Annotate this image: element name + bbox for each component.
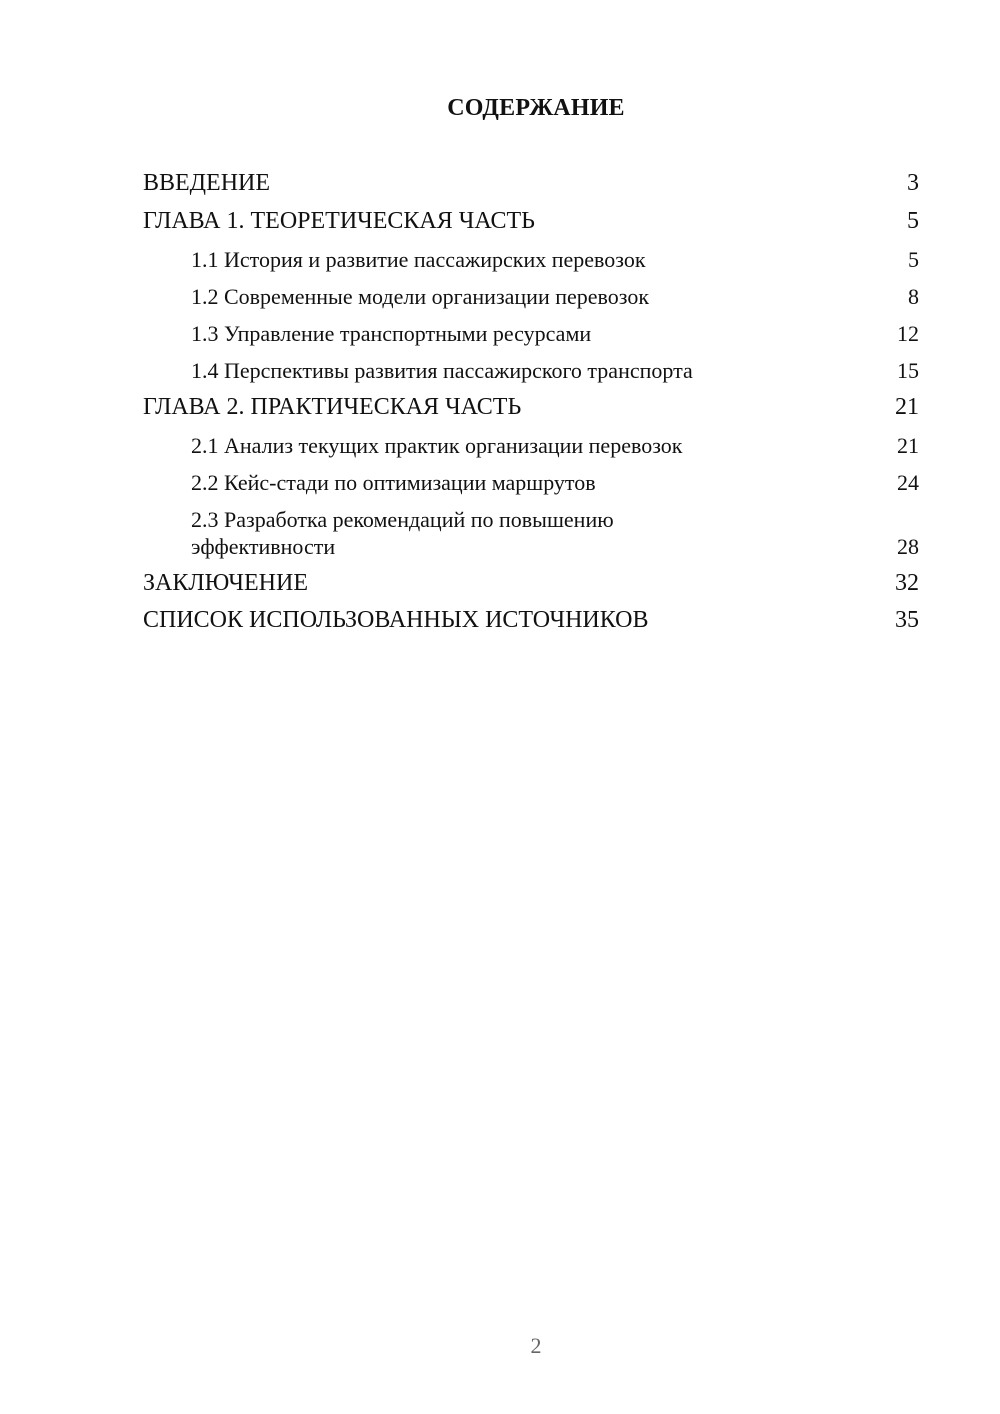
- toc-entry-page: 32: [895, 570, 919, 596]
- toc-entry-section-1-2[interactable]: [143, 283, 919, 310]
- toc-entry-page: 5: [907, 208, 919, 234]
- toc-entry-page: 5: [908, 247, 919, 272]
- page-number: 2: [530, 1333, 542, 1358]
- toc-entry-chapter-1[interactable]: [143, 208, 919, 235]
- toc-entry-page: 28: [897, 534, 919, 559]
- toc-entry-title: 1.2 Современные модели организации перевозок: [191, 284, 650, 309]
- toc-entry-title: 1.4 Перспективы развития пассажирского транспорта: [191, 358, 693, 383]
- toc-entry-title: ВВЕДЕНИЕ: [143, 170, 271, 196]
- toc-entry-title: 1.1 История и развитие пассажирских перевозок: [191, 247, 646, 272]
- toc-entry-title: 2.2 Кейс-стади по оптимизации маршрутов: [191, 470, 596, 495]
- toc-entry-chapter-2[interactable]: [143, 394, 919, 421]
- toc-entry-section-1-3[interactable]: [143, 320, 919, 347]
- toc-entry-page: 21: [895, 394, 919, 420]
- toc-entry-title: ГЛАВА 2. ПРАКТИЧЕСКАЯ ЧАСТЬ: [143, 394, 522, 420]
- toc-entry-title: ГЛАВА 1. ТЕОРЕТИЧЕСКАЯ ЧАСТЬ: [143, 208, 535, 234]
- toc-entry-title: 2.3 Разработка рекомендаций по повышению эффективности: [191, 507, 614, 559]
- toc-entry-introduction[interactable]: [143, 170, 919, 197]
- toc-entry-page: 35: [895, 607, 919, 633]
- toc-entry-section-2-1[interactable]: [143, 432, 919, 459]
- toc-entry-page: 24: [897, 470, 919, 495]
- page-title: СОДЕРЖАНИЕ: [447, 95, 625, 121]
- toc-entry-section-1-1[interactable]: [143, 246, 919, 273]
- toc-entry-title: СПИСОК ИСПОЛЬЗОВАННЫХ ИСТОЧНИКОВ: [143, 607, 649, 633]
- toc-entry-page: 3: [907, 170, 919, 196]
- toc-entry-title: ЗАКЛЮЧЕНИЕ: [143, 570, 308, 596]
- toc-entry-page: 15: [897, 358, 919, 383]
- toc-entry-title: 2.1 Анализ текущих практик организации перевозок: [191, 433, 683, 458]
- toc-entry-section-2-3[interactable]: [143, 506, 919, 560]
- toc-entry-title: 1.3 Управление транспортными ресурсами: [191, 321, 592, 346]
- toc-entry-conclusion[interactable]: [143, 570, 919, 597]
- toc-entry-page: 21: [897, 433, 919, 458]
- toc-entry-references[interactable]: [143, 607, 919, 634]
- toc-entry-section-1-4[interactable]: [143, 357, 919, 384]
- toc-entry-page: 12: [897, 321, 919, 346]
- toc-entry-page: 8: [908, 284, 919, 309]
- toc-entry-section-2-2[interactable]: [143, 469, 919, 496]
